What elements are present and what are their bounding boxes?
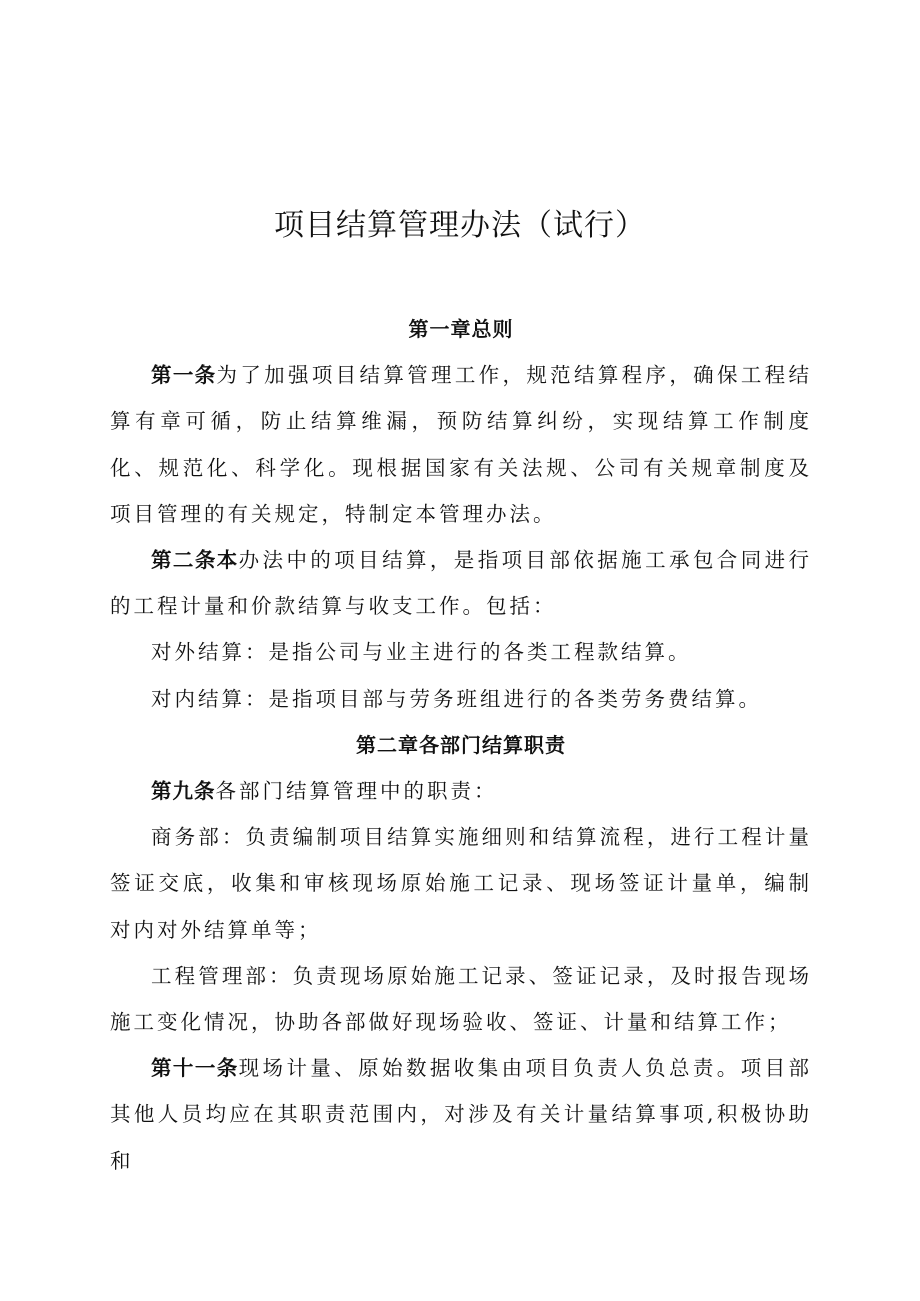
chapter-heading-2: 第二章各部门结算职责 xyxy=(356,732,566,757)
article-2-label: 第二条本 xyxy=(151,548,239,573)
document-body xyxy=(110,306,812,1184)
article-1-text: 为了加强项目结算管理工作，规范结算程序，确保工程结算有章可循，防止结算维漏，预防结算纠纷，实现结算工作制度化、规范化、科学化。现根据国家有关法规、公司有关规章制度及项目管理的有关规定，特制定本管理办法。 xyxy=(110,363,812,526)
external-settlement-paragraph: 对外结算：是指公司与业主进行的各类工程款结算。 xyxy=(151,640,692,665)
article-1-label: 第一条 xyxy=(151,363,217,388)
document-title: 项目结算管理办法（试行） xyxy=(274,208,646,243)
article-2 xyxy=(110,537,812,629)
article-9 xyxy=(110,768,812,814)
article-9-label: 第九条 xyxy=(151,779,216,804)
internal-settlement-paragraph: 对内结算：是指项目部与劳务班组进行的各类劳务费结算。 xyxy=(151,686,762,711)
commerce-dept-paragraph: 商务部：负责编制项目结算实施细则和结算流程，进行工程计量签证交底，收集和审核现场原始施工记录、现场签证计量单，编制对内对外结算单等； xyxy=(110,825,812,942)
article-1 xyxy=(110,352,812,537)
article-11-label: 第十一条 xyxy=(151,1056,239,1081)
article-2-text: 办法中的项目结算，是指项目部依据施工承包合同进行的工程计量和价款结算与收支工作。包括： xyxy=(110,548,813,619)
engineering-dept-paragraph: 工程管理部：负责现场原始施工记录、签证记录，及时报告现场施工变化情况，协助各部做好现场验收、签证、计量和结算工作； xyxy=(110,963,812,1035)
article-11-text: 现场计量、原始数据收集由项目负责人负总责。项目部其他人员均应在其职责范围内，对涉及有关计量结算事项,积极协助和 xyxy=(110,1056,813,1173)
chapter-heading-1: 第一章总则 xyxy=(408,317,514,341)
article-9-text: 各部门结算管理中的职责： xyxy=(215,779,498,804)
article-11 xyxy=(110,1045,812,1184)
